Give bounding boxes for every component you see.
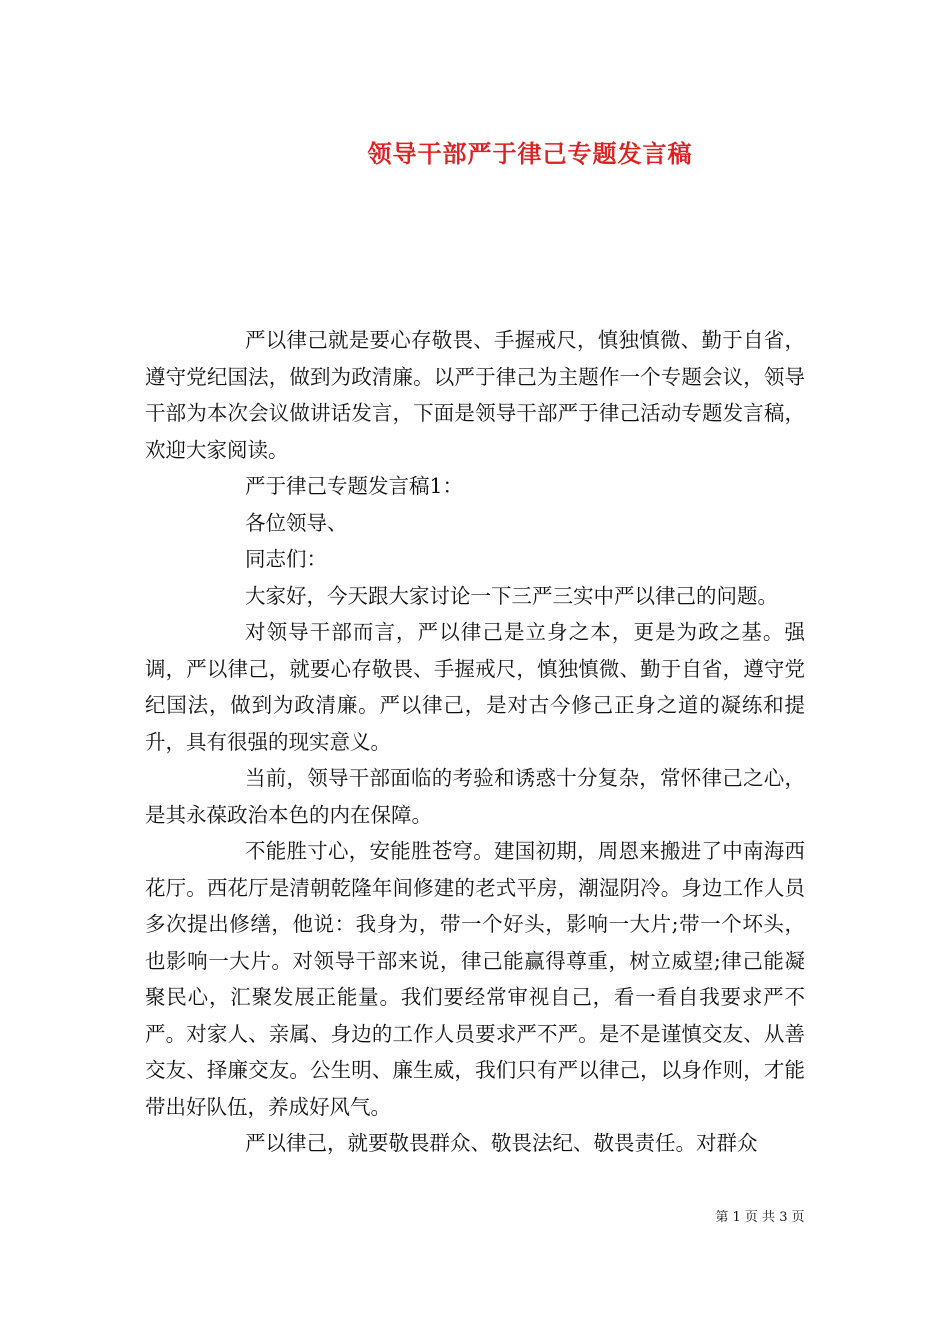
paragraph-body: 对领导干部而言，严以律己是立身之本，更是为政之基。强调，严以律己，就要心存敬畏、手握戒尺，慎独慎微、勤于自省，遵守党纪国法，做到为政清廉。严以律己，是对古今修己正身之道的凝练和提升，具有很强的现实意义。	[145, 620, 805, 754]
page-number-footer: 第 1 页 共 3 页	[715, 1210, 805, 1225]
paragraph-body: 不能胜寸心，安能胜苍穹。建国初期，周恩来搬进了中南海西花厅。西花厅是清朝乾隆年间修建的老式平房，潮湿阴冷。身边工作人员多次提出修缮，他说：我身为，带一个好头，影响一大片;带一个坏头，也影响一大片。对领导干部来说，律己能赢得尊重，树立威望;律己能凝聚民心，汇聚发展正能量。我们要经常审视自己，看一看自我要求严不严。对家人、亲属、身边的工作人员要求严不严。是不是谨慎交友、从善交友、择廉交友。公生明、廉生威，我们只有严以律己，以身作则，才能带出好队伍，养成好风气。	[145, 839, 805, 1119]
paragraph-speech-heading: 严于律己专题发言稿1：	[245, 474, 464, 498]
paragraph-body: 严以律己，就要敬畏群众、敬畏法纪、敬畏责任。对群众	[245, 1131, 758, 1155]
paragraph-salutation-leaders: 各位领导、	[245, 510, 348, 535]
document-title: 领导干部严于律己专题发言稿	[367, 139, 693, 168]
paragraph-greeting: 大家好，今天跟大家讨论一下三严三实中严以律己的问题。	[245, 583, 778, 608]
paragraph-intro: 严以律己就是要心存敬畏、手握戒尺，慎独慎微、勤于自省，遵守党纪国法，做到为政清廉。以严于律己为主题作一个专题会议，领导干部为本次会议做讲话发言，下面是领导干部严于律己活动专题发言稿，欢迎大家阅读。	[145, 328, 805, 462]
paragraph-body: 当前，领导干部面临的考验和诱惑十分复杂，常怀律己之心，是其永葆政治本色的内在保障。	[145, 766, 805, 827]
document-body	[145, 322, 805, 1162]
paragraph-salutation-comrades: 同志们：	[245, 547, 327, 571]
